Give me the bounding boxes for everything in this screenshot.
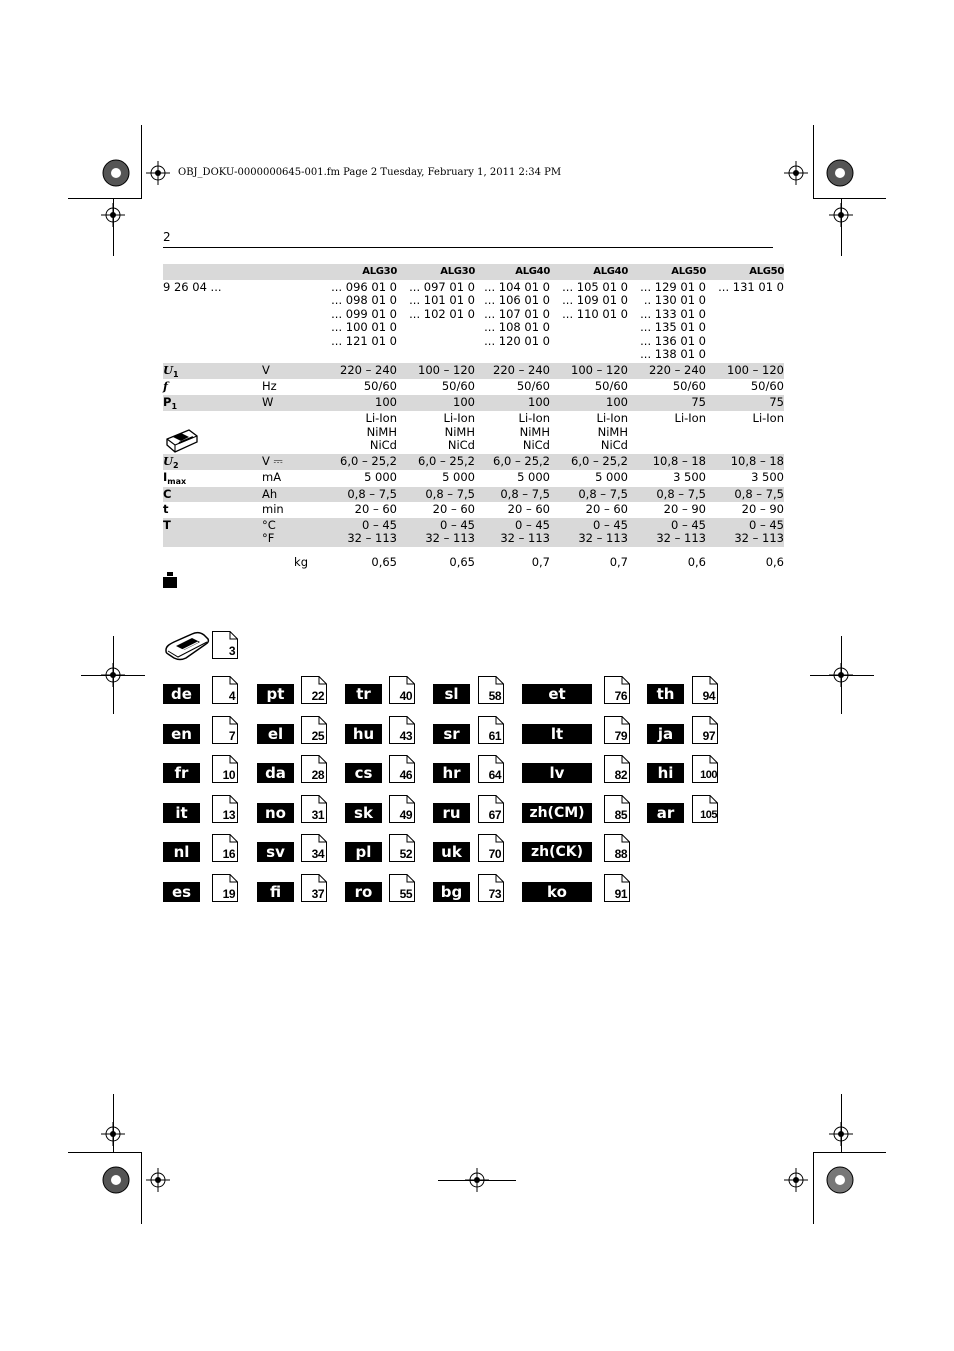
language-label: hr [433,763,470,783]
spec-value: 6,0 – 25,2 [475,454,550,471]
article-numbers: ... 104 01 0 ... 106 01 0 ... 107 01 0 ... 108 01 0 ... 120 01 0 [484,279,550,348]
spec-value: 20 – 60 [354,502,397,516]
page-reference [604,834,630,862]
print-header: OBJ_DOKU-0000000645-001.fm Page 2 Tuesday, February 1, 2011 2:34 PM [178,167,562,178]
language-label: fi [257,882,294,902]
spec-value: 0,8 – 7,5 [475,487,550,503]
spec-row [163,470,784,487]
article-prefix: 9 26 04 ... [163,279,222,294]
weight-value: 0,7 [531,554,550,569]
language-label: en [163,724,200,744]
symbol-letter: I [163,470,168,484]
model-name: ALG50 [706,264,784,280]
registration-target-icon [101,158,131,188]
crop-mark [141,1152,142,1224]
model-name: ALG40 [550,264,628,280]
spec-unit: W [262,395,322,412]
spec-value: 0 – 45 32 – 113 [628,518,706,547]
spec-value: 0 – 45 32 – 113 [397,518,475,547]
language-label: zh(CK) [522,842,592,862]
page-reference [604,874,630,902]
page-reference-number: 79 [614,729,627,743]
page-reference-number: 61 [488,729,501,743]
article-numbers: ... 096 01 0 ... 098 01 0 ... 099 01 0 ... 100 01 0 ... 121 01 0 [331,279,397,348]
language-label: ko [522,882,592,902]
symbol-letter: t [163,502,169,516]
crosshair-icon [146,1168,170,1192]
language-label: da [257,763,294,783]
crop-mark [81,675,145,676]
spec-value: Li-Ion NiMH NiCd [365,411,397,452]
charger-manual-page-ref: 3 [212,631,238,659]
spec-symbol [163,518,262,547]
page-number: 2 [163,230,171,244]
page-reference-number: 46 [399,768,412,782]
spec-value: Li-Ion [674,411,706,425]
crop-mark [841,1094,842,1152]
crosshair-icon [784,1168,808,1192]
page-reference-number: 52 [399,847,412,861]
page-reference [604,755,630,783]
spec-value: 75 [628,395,706,412]
weight-row [163,555,784,571]
language-label: pl [345,842,382,862]
spec-unit: min [262,502,284,516]
header-rule [163,247,773,248]
spec-value: 75 [706,395,784,412]
crop-mark [841,198,842,256]
spec-value: 20 – 60 [507,502,550,516]
page-reference [478,874,504,902]
symbol-subscript: max [167,477,187,486]
language-label: fr [163,763,200,783]
page-reference [478,676,504,704]
crop-mark [813,198,886,199]
spec-value: 0,8 – 7,5 [322,487,397,503]
page-reference [604,795,630,823]
language-label: th [647,684,684,704]
page-reference-number: 82 [614,768,627,782]
page-reference-number: 43 [399,729,412,743]
crop-mark [438,1180,516,1181]
crosshair-icon [784,161,808,185]
page-reference [212,716,238,744]
weight-unit: kg [294,554,308,569]
model-name: ALG50 [628,264,706,280]
language-label: no [257,803,294,823]
language-label: ru [433,803,470,823]
article-numbers: ... 105 01 0 ... 109 01 0 ... 110 01 0 [562,279,628,321]
page-reference-number: 40 [399,689,412,703]
spec-value: 6,0 – 25,2 [322,454,397,471]
registration-target-icon [825,158,855,188]
page-reference-number: 10 [222,768,235,782]
symbol-letter: P [163,394,172,409]
spec-value: 100 [475,395,550,412]
page-reference-number: 58 [488,689,501,703]
page-reference-number: 55 [399,887,412,901]
crop-mark [68,1152,142,1153]
spec-row [163,454,784,471]
page-reference-number: 73 [488,887,501,901]
page-reference-number: 19 [222,887,235,901]
language-label: et [522,684,592,704]
page-reference-number: 25 [311,729,324,743]
crop-mark [813,125,814,199]
spec-symbol [163,379,262,395]
page-reference [389,795,415,823]
language-label: es [163,882,200,902]
language-label: sr [433,724,470,744]
spec-value: 20 – 60 [585,502,628,516]
spec-value: 20 – 90 [663,502,706,516]
spec-row [163,518,784,547]
spec-value: 20 – 60 [432,502,475,516]
language-label: sk [345,803,382,823]
page-reference [301,676,327,704]
spec-value: 3 500 [673,470,706,484]
spec-symbol [163,470,262,487]
language-label: de [163,684,200,704]
spec-row [163,363,784,380]
weight-value: 0,7 [609,554,628,569]
page-reference-number: 105 [700,809,717,821]
spec-value: 100 [322,395,397,412]
spec-value: Li-Ion NiMH NiCd [518,411,550,452]
page-reference [478,716,504,744]
spec-value: 50/60 [516,379,550,393]
page-reference [478,834,504,862]
crop-mark [813,1152,814,1224]
spec-symbol [163,395,262,412]
spec-value: 100 – 120 [550,363,628,380]
page-reference-number: 88 [614,847,627,861]
page-reference-number: 91 [614,887,627,901]
page-reference [301,834,327,862]
spec-value: 0,8 – 7,5 [550,487,628,503]
article-numbers: ... 131 01 0 [718,279,784,294]
weight-value: 0,6 [687,554,706,569]
spec-value: 50/60 [363,379,397,393]
language-label: uk [433,842,470,862]
spec-symbol [163,363,262,380]
page-reference [478,755,504,783]
page-reference [212,874,238,902]
spec-table [163,264,784,570]
page-reference [692,716,718,744]
spec-value: 5 000 [517,470,550,484]
model-name: ALG40 [475,264,550,280]
article-numbers: ... 097 01 0 ... 101 01 0 ... 102 01 0 [409,279,475,321]
page-reference [301,755,327,783]
spec-value: 5 000 [442,470,475,484]
article-numbers: ... 129 01 0 .. 130 01 0 ... 133 01 0 ... 135 01 0 ... 136 01 0 ... 138 01 0 [640,279,706,361]
page-reference-number: 67 [488,808,501,822]
page-reference-number: 31 [311,808,324,822]
spec-row [163,487,784,503]
spec-value: 50/60 [594,379,628,393]
language-label: bg [433,882,470,902]
page-reference-number: 97 [702,729,715,743]
article-number-row [163,280,784,363]
spec-row [163,395,784,412]
symbol-subscript: 2 [173,460,179,470]
page-reference-number: 37 [311,887,324,901]
spec-value: 0,8 – 7,5 [397,487,475,503]
crop-mark [113,1094,114,1152]
symbol-letter: f [163,379,168,393]
spec-value: 100 – 120 [706,363,784,380]
page-reference-number: 34 [311,847,324,861]
language-label: lt [522,724,592,744]
spec-value: 10,8 – 18 [706,454,784,471]
page-reference-number: 28 [311,768,324,782]
spec-value: 50/60 [441,379,475,393]
page-reference [389,874,415,902]
weight-value: 0,65 [449,554,475,569]
spec-row [163,502,784,518]
page-reference-number: 85 [614,808,627,822]
page-reference-number: 49 [399,808,412,822]
spec-symbol [163,502,262,518]
battery-pack-icon [165,425,199,457]
page-reference [301,874,327,902]
page-reference [389,834,415,862]
page-reference [478,795,504,823]
page-reference-number: 94 [702,689,715,703]
spec-value: 0 – 45 32 – 113 [706,518,784,547]
symbol-letter: U [163,453,174,468]
spec-value: Li-Ion [752,411,784,425]
spec-value: 100 [550,395,628,412]
spec-unit: Ah [262,487,322,503]
spec-value: 3 500 [751,470,784,484]
language-label: pt [257,684,294,704]
spec-value: 220 – 240 [628,363,706,380]
page-reference-number: 16 [222,847,235,861]
symbol-letter: U [163,362,174,377]
spec-value: 50/60 [672,379,706,393]
page-reference-number: 4 [228,689,235,703]
crop-mark [68,198,142,199]
page-reference [212,755,238,783]
page-reference-number: 22 [311,689,324,703]
spec-value: 0 – 45 32 – 113 [550,518,628,547]
weight-value: 0,65 [371,554,397,569]
page-reference-number: 76 [614,689,627,703]
spec-value: 10,8 – 18 [628,454,706,471]
page-reference [692,676,718,704]
spec-value: 0 – 45 32 – 113 [475,518,550,547]
page-reference [212,834,238,862]
page-reference [604,676,630,704]
language-label: zh(CM) [522,803,592,823]
spec-value: 0,8 – 7,5 [706,487,784,503]
language-label: hu [345,724,382,744]
crop-mark [141,125,142,199]
page-reference [301,716,327,744]
spec-value: 100 [397,395,475,412]
spec-value: 20 – 90 [741,502,784,516]
spec-unit: V [262,363,322,380]
symbol-subscript: 1 [173,369,179,379]
spec-unit [262,411,322,454]
symbol-subscript: 1 [171,401,178,411]
page-reference [692,795,718,823]
spec-value: 5 000 [595,470,628,484]
page-reference [301,795,327,823]
registration-target-icon [101,1165,131,1195]
page-reference [604,716,630,744]
page-reference [692,755,718,783]
spec-unit: V ⎓ [262,454,322,471]
language-label: ar [647,803,684,823]
page-reference [389,716,415,744]
crop-mark [810,675,874,676]
language-label: el [257,724,294,744]
crop-mark [113,198,114,256]
page-reference-number: 100 [700,769,717,781]
page-reference-number: 64 [488,768,501,782]
page-reference-number: 13 [222,808,235,822]
spec-value: 5 000 [364,470,397,484]
language-label: sv [257,842,294,862]
model-name: ALG30 [322,264,397,280]
page-reference-number: 70 [488,847,501,861]
symbol-letter: T [163,517,171,532]
crop-mark [813,1152,886,1153]
language-label: lv [522,763,592,783]
spec-value: 100 – 120 [397,363,475,380]
language-label: hi [647,763,684,783]
weight-value: 0,6 [765,554,784,569]
page-reference [212,795,238,823]
language-label: sl [433,684,470,704]
spec-value: Li-Ion NiMH NiCd [596,411,628,452]
symbol-letter: C [163,486,172,501]
page-reference [212,676,238,704]
model-name: ALG30 [397,264,475,280]
page-reference-number: 7 [228,729,235,743]
spec-row [163,379,784,395]
language-label: ja [647,724,684,744]
spec-unit: °C °F [262,518,322,547]
spec-value: 6,0 – 25,2 [397,454,475,471]
language-label: it [163,803,200,823]
spec-value: 0,8 – 7,5 [628,487,706,503]
spacer-row [163,547,784,555]
spec-value: 220 – 240 [322,363,397,380]
language-label: nl [163,842,200,862]
spec-row [163,411,784,454]
crosshair-icon [146,161,170,185]
spec-value: Li-Ion NiMH NiCd [443,411,475,452]
spec-value: 6,0 – 25,2 [550,454,628,471]
spec-value: 50/60 [750,379,784,393]
charger-icon [164,630,210,664]
spec-value: 0 – 45 32 – 113 [322,518,397,547]
spec-unit: Hz [262,379,277,393]
weight-icon [163,572,177,588]
model-header-row [163,264,784,280]
spec-symbol [163,487,262,503]
page-reference [389,755,415,783]
page-reference [389,676,415,704]
spec-value: 220 – 240 [475,363,550,380]
spec-unit: mA [262,470,282,484]
registration-target-icon [825,1165,855,1195]
language-label: ro [345,882,382,902]
language-label: tr [345,684,382,704]
language-label: cs [345,763,382,783]
